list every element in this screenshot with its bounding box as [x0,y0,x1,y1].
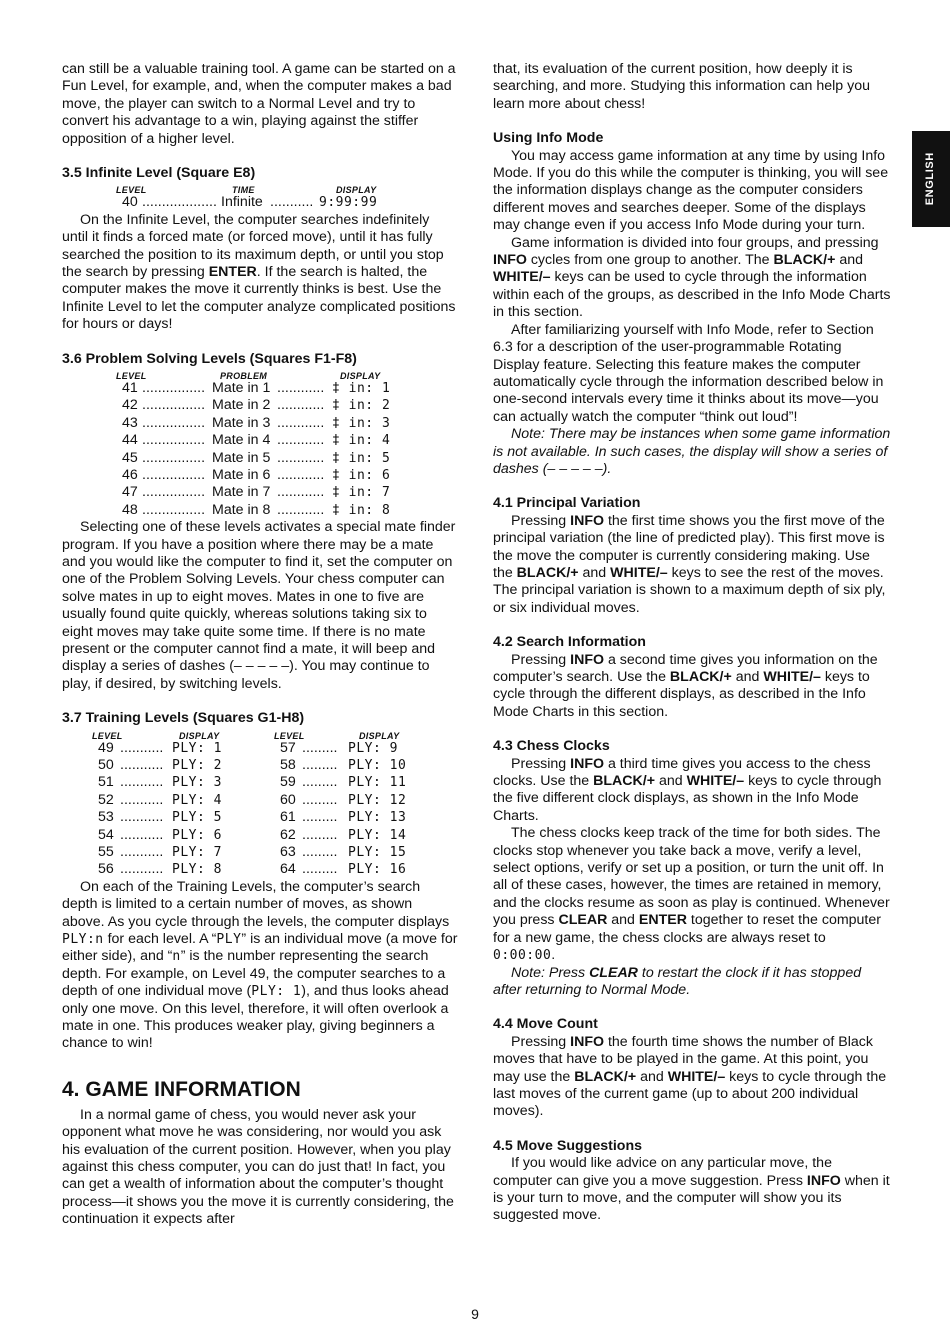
problem-label: Mate in 7 [212,484,271,501]
section-4-4-body: Pressing INFO the fourth time shows the number of Black moves that have to be played in the game. At this point, you may use the BLACK/+ and WHITE/– keys to cycle through the last moves of the current game (up to about 200 individual moves). [493,1033,887,1120]
level-number: 49 [98,739,114,756]
section-4-2-heading: 4.2 Search Information [493,634,646,651]
section-4-3-heading: 4.3 Chess Clocks [493,738,610,755]
section-4-5-heading: 4.5 Move Suggestions [493,1137,643,1154]
training-levels-table [62,740,458,879]
level-number: 47 [122,484,138,501]
level-number: 54 [98,826,114,843]
lcd-display: ‡ in: 6 [332,468,391,484]
problem-label: Mate in 8 [212,501,271,518]
level-number: 53 [98,809,114,826]
lcd-display: PLY: 5 [172,810,222,826]
level-number: 57 [280,739,296,756]
lcd-display: PLY: 2 [172,758,222,774]
col-time-label: TIME [232,185,255,196]
training-level-row: 56 ........... PLY: 8 64 ......... PLY: 16 [98,861,407,878]
training-table-header [62,728,458,740]
lcd-display: 9:99:99 [319,195,378,211]
training-level-row: 51 ........... PLY: 3 59 ......... PLY: 11 [98,774,407,791]
infinite-level-row: 40 ................... Infinite ........... 9:99:99 [122,194,378,211]
section-4-3-clocks: The chess clocks keep track of the time for both sides. The clocks stop whenever you take back a move, verify a level, select options, verify or set up a position, or turn the unit off. In all of these cases, however, the times are retained in memory, and the clocks resume as soon as play is continued. Whenever you press CLEAR and ENTER together to reset the computer for a new game, the chess clocks are always reset to 0:00:00. [493,825,890,964]
section-4-1-heading: 4.1 Principal Variation [493,495,641,512]
info-mode-p2: Game information is divided into four groups, and pressing INFO cycles from one group to another. The BLACK/+ and WHITE/– keys can be used to cycle through the information within each of the groups, as described in the Info Mode Charts in this section. [493,234,891,321]
section-4-3-note: Note: Press CLEAR to restart the clock if it has stopped after returning to Normal Mode. [493,964,862,998]
section-3-6-heading: 3.6 Problem Solving Levels (Squares F1-F8) [62,350,357,367]
intro-paragraph: can still be a valuable training tool. A game can be started on a Fun Level, for example, and, when the computer makes a bad move, the player can switch to a Normal Level and try to convert his advantage to a win, playing against the stiffer opposition of a higher level. [62,61,456,147]
level-number: 40 [122,194,138,211]
enter-key-ref: ENTER [208,264,257,281]
level-number: 44 [122,432,138,449]
level-number: 51 [98,774,114,791]
level-time: Infinite [221,194,263,211]
problem-label: Mate in 3 [212,414,271,431]
lcd-display: PLY: 13 [348,810,407,826]
level-number: 45 [122,449,138,466]
section-4-3-body: Pressing INFO a third time gives you access to the chess clocks. Use the BLACK/+ and WHITE/– keys to cycle through the five different clock displays, as shown in the Info Mode Charts. [493,755,882,824]
level-number: 55 [98,844,114,861]
lcd-display: PLY: 3 [172,775,222,791]
problem-label: Mate in 6 [212,467,271,484]
col-level-label-2: LEVEL [274,730,305,741]
training-levels-body: On each of the Training Levels, the computer’s search depth is limited to a certain number of moves, as shown above. As you cycle through the levels, the computer displays PLY:n for each level. A “PLY” is an individual move (a move for either side), and “n” is the number representing the search depth. For example, on Level 49, the computer searches to a depth of one individual move (PLY: 1), and thus looks ahead only one move. On this level, therefore, it will often overlook a mate in one. This produces weaker play, giving beginners a chance to win! [62,878,458,1052]
lcd-display: PLY: 9 [348,740,398,756]
info-mode-heading: Using Info Mode [493,130,604,147]
lcd-display: PLY: 15 [348,845,407,861]
section-4-1-body: Pressing INFO the first time shows you the first move of the principal variation (the line of predicted play). This first move is the move the computer is currently considering making. Use the BLACK/+ and WHITE/– keys to see the rest of the moves. The principal variation is shown to a maximum depth of six ply, or six individual moves. [493,512,886,616]
problem-label: Mate in 1 [212,380,271,397]
problem-levels-body: Selecting one of these levels activates a special mate finder program. If you have a position where there may be a mate and you would like the computer to find it, set the computer on one of the Problem Solving Levels. Your chess computer can solve mates in up to eight moves. Mates in one to five are usually found quite quickly, whereas solutions taking six to eight moves may take quite some time. If there is no mate present or the computer cannot find a mate, it will beep and display a series of dashes (– – – – –). You may continue to play, if desired, by switching levels. [62,519,456,692]
col-display-label: DISPLAY [336,185,377,196]
chapter-4-heading: 4. GAME INFORMATION [62,1077,301,1101]
col-level-label: LEVEL [116,185,147,196]
section-4-5-body: If you would like advice on any particular move, the computer can give you a move suggestion. Press INFO when it is your turn to move, and the computer will show you its suggested move. [493,1155,890,1224]
lcd-display: PLY: 7 [172,845,222,861]
lcd-display: ‡ in: 3 [332,415,391,431]
level-number: 58 [280,757,296,774]
col-level-label: LEVEL [92,730,123,741]
level-number: 63 [280,844,296,861]
lcd-display: ‡ in: 8 [332,502,391,518]
lcd-display: ‡ in: 2 [332,398,391,414]
problem-level-row: 45 ................ Mate in 5 ............ ‡ in: 5 [122,449,391,466]
col-level-label: LEVEL [116,371,147,382]
right-column [493,61,891,1225]
level-number: 60 [280,791,296,808]
problem-table-header [62,368,458,380]
lcd-display: PLY: 6 [172,827,222,843]
problem-level-row: 42 ................ Mate in 2 ............ ‡ in: 2 [122,397,391,414]
lcd-display: PLY: 14 [348,827,407,843]
level-number: 43 [122,414,138,431]
lcd-display: PLY: 1 [172,740,222,756]
continued-paragraph: that, its evaluation of the current position, how deeply it is searching, and more. Studying this information can help you learn more about chess! [493,61,870,112]
level-number: 50 [98,757,114,774]
language-side-tab [912,131,950,227]
problem-level-row: 46 ................ Mate in 6 ............ ‡ in: 6 [122,467,391,484]
language-tab-label: ENGLISH [924,152,937,206]
game-information-body: In a normal game of chess, you would never ask your opponent what move he was considering, nor would you ask his evaluation of the current position. However, when you play against this chess computer, you can do just that! In fact, you can get a wealth of information about the computer’s thought process—it shows you the move it is currently considering, the continuation it expects after [62,1106,454,1228]
problem-level-row: 47 ................ Mate in 7 ............ ‡ in: 7 [122,484,391,501]
problem-level-row: 43 ................ Mate in 3 ............ ‡ in: 3 [122,414,391,431]
left-column [62,61,458,1229]
problem-label: Mate in 5 [212,449,271,466]
training-level-row: 53 ........... PLY: 5 61 ......... PLY: 13 [98,809,407,826]
training-level-row: 50 ........... PLY: 2 58 ......... PLY: 10 [98,757,407,774]
level-number: 46 [122,467,138,484]
level-number: 64 [280,861,296,878]
lcd-display: ‡ in: 5 [332,450,391,466]
level-number: 61 [280,809,296,826]
info-mode-note: Note: There may be instances when some game information is not available. In such cases, the display will show a series of dashes (– – – – –). [493,426,891,477]
lcd-display: PLY: 16 [348,862,407,878]
training-level-row: 54 ........... PLY: 6 62 ......... PLY: 14 [98,826,407,843]
info-mode-p3: After familiarizing yourself with Info Mode, refer to Section 6.3 for a description of the user-programmable Rotating Display feature. Selecting this feature makes the computer automatically cycle through the information described below in one-second intervals every time it thinks about its move—you can actually watch the computer “think out loud”! [493,321,884,425]
col-display-label: DISPLAY [179,730,220,741]
problem-level-row: 41 ................ Mate in 1 ............ ‡ in: 1 [122,380,391,397]
level-number: 59 [280,774,296,791]
level-number: 62 [280,826,296,843]
lcd-display: ‡ in: 4 [332,433,391,449]
lcd-display: ‡ in: 7 [332,485,391,501]
level-number: 42 [122,397,138,414]
lcd-display: PLY: 4 [172,792,222,808]
training-level-row: 49 ........... PLY: 1 57 ......... PLY: 9 [98,739,398,756]
col-problem-label: PROBLEM [220,371,268,382]
training-level-row: 55 ........... PLY: 7 63 ......... PLY: 15 [98,844,407,861]
page-number: 9 [471,1306,479,1322]
training-level-row: 52 ........... PLY: 4 60 ......... PLY: 12 [98,791,407,808]
col-display-label-2: DISPLAY [359,730,400,741]
level-number: 48 [122,501,138,518]
lcd-display: ‡ in: 1 [332,381,391,397]
level-number: 56 [98,861,114,878]
lcd-display: PLY: 10 [348,758,407,774]
col-display-label: DISPLAY [340,371,381,382]
infinite-level-body: On the Infinite Level, the computer searches indefinitely until it finds a forced mate (or forced move), until it has fully searched the position to its maximum depth, or until you stop the search by pressing ENTER. If the search is halted, the computer makes the move it currently thinks is best. Use the Infinite Level to let the computer analyze complicated positions for hours or days! [62,211,456,333]
lcd-display: PLY: 11 [348,775,407,791]
section-4-2-body: Pressing INFO a second time gives you information on the computer’s search. Use the BLACK/+ and WHITE/– keys to cycle through the different displays, as described in the Info Mode Charts in this section. [493,651,878,720]
problem-label: Mate in 4 [212,432,271,449]
problem-level-row: 48 ................ Mate in 8 ............ ‡ in: 8 [122,501,391,518]
section-4-4-heading: 4.4 Move Count [493,1016,598,1033]
problem-level-row: 44 ................ Mate in 4 ............ ‡ in: 4 [122,432,391,449]
problem-levels-table [62,380,458,519]
level-number: 41 [122,380,138,397]
level-number: 52 [98,791,114,808]
info-mode-p1: You may access game information at any time by using Info Mode. If you do this while the computer is thinking, you will see the information displays change as the computer considers different moves and searches deeper. Some of the displays may change even if you access Info Mode during your turn. [493,147,889,234]
lcd-display: PLY: 8 [172,862,222,878]
section-3-7-heading: 3.7 Training Levels (Squares G1-H8) [62,710,305,727]
lcd-display: PLY: 12 [348,792,407,808]
problem-label: Mate in 2 [212,397,271,414]
section-3-5-heading: 3.5 Infinite Level (Square E8) [62,165,256,182]
infinite-table-header [62,182,458,194]
